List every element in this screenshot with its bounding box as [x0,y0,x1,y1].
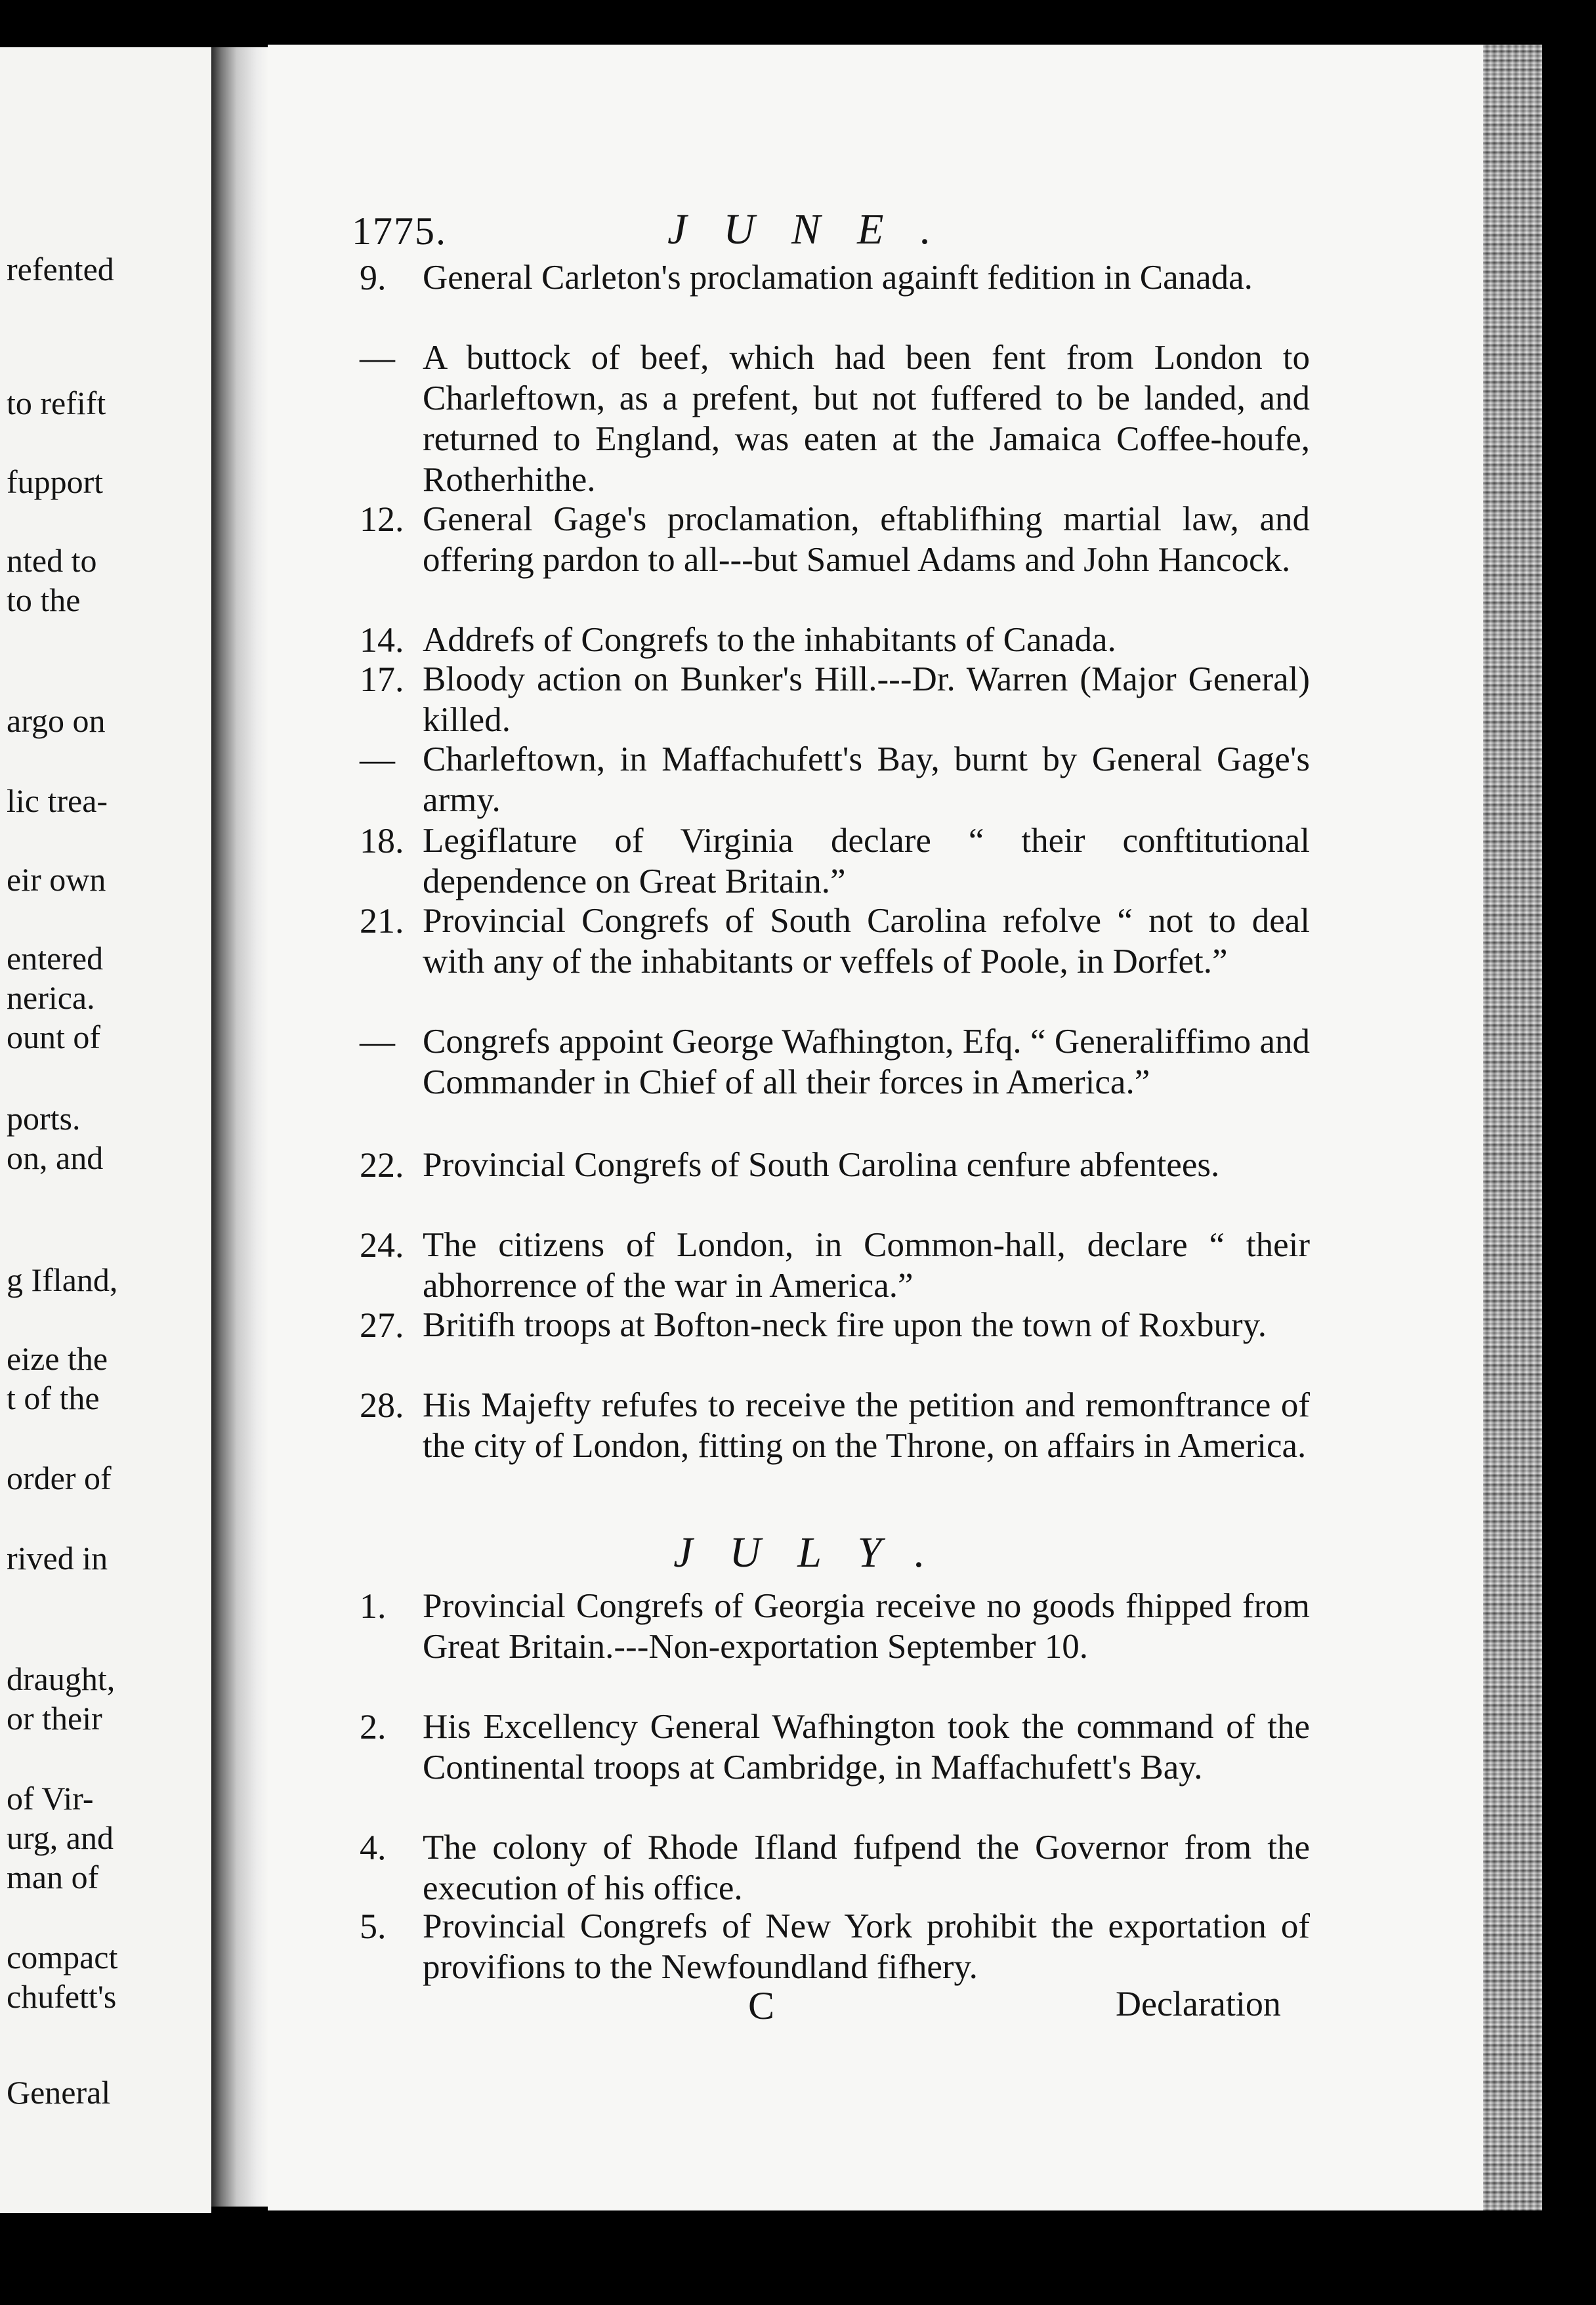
entry-text: General Carleton's proclamation againft fedition in Canada. [423,259,1253,297]
chronology-entry [360,257,1310,298]
left-page-margin [0,47,211,2213]
chronology-entry [360,1145,1310,1185]
entry-date: 12. [360,499,404,539]
left-text-fragment: entered [7,940,104,977]
entry-text: His Excellency General Wafhington took the command of the Continental troops at Cambridge, in Maffachufett's Bay. [423,1708,1310,1787]
left-text-fragment: t of the [7,1380,100,1416]
left-text-fragment: chufett's [7,1978,117,2015]
left-text-fragment: eize the [7,1340,108,1377]
entry-text: Legiflature of Virginia declare “ their conftitutional dependence on Great Britain.” [423,822,1310,900]
chronology-entry [360,499,1310,580]
left-text-fragment: nted to [7,542,97,579]
left-text-fragment: order of [7,1460,112,1496]
entry-text: Provincial Congrefs of South Carolina cenfure abfentees. [423,1146,1220,1184]
signature-mark: C [748,1984,775,2027]
month-heading-july: JULY. [673,1529,962,1576]
left-text-fragment: argo on [7,702,106,739]
entry-text: Provincial Congrefs of South Carolina refolve “ not to deal with any of the inhabitants or veffels of Poole, in Dorfet.” [423,902,1310,981]
book-gutter [211,47,268,2207]
page-edge [1483,45,1542,2210]
chronology-entry [360,820,1310,902]
chronology-entry [360,1586,1310,1667]
chronology-entry [360,739,1310,820]
left-text-fragment: General [7,2074,111,2111]
entry-date: 22. [360,1145,404,1185]
entry-text: Congrefs appoint George Wafhington, Efq. “ Generaliffimo and Commander in Chief of all their forces in America.” [423,1023,1310,1101]
left-text-fragment: lic trea- [7,782,108,819]
entry-date: 14. [360,620,404,660]
entry-text: Charleftown, in Maffachufett's Bay, burnt by General Gage's army. [423,740,1310,819]
entry-text: Provincial Congrefs of New York prohibit the exportation of provifions to the Newfoundland fifhery. [423,1907,1310,1986]
left-text-fragment: eir own [7,861,106,898]
entry-text: Provincial Congrefs of Georgia receive no goods fhipped from Great Britain.---Non-exportation September 10. [423,1587,1310,1666]
chronology-entry [360,1021,1310,1103]
entry-text: The colony of Rhode Ifland fufpend the Governor from the execution of his office. [423,1829,1310,1907]
chronology-entry [360,1827,1310,1909]
month-heading-june: JUNE. [667,205,968,253]
chronology-entry [360,620,1310,660]
left-text-fragment: ports. [7,1100,81,1137]
entry-date: — [360,740,395,779]
chronology-entry [360,337,1310,500]
entry-text: Addrefs of Congrefs to the inhabitants of Canada. [423,621,1116,659]
left-text-fragment: fupport [7,463,104,500]
entry-text: Britifh troops at Bofton-neck fire upon the town of Roxbury. [423,1306,1267,1344]
entry-date: 4. [360,1828,387,1867]
left-text-fragment: to refift [7,385,106,421]
chronology-entry [360,1385,1310,1466]
entry-text: General Gage's proclamation, eftablifhing martial law, and offering pardon to all---but Samuel Adams and John Hancock. [423,500,1310,579]
chronology-entry [360,1305,1310,1345]
left-text-fragment: compact [7,1939,118,1976]
entry-text: The citizens of London, in Common-hall, declare “ their abhorrence of the war in America.” [423,1226,1310,1305]
left-text-fragment: to the [7,582,81,618]
left-text-fragment: of Vir- [7,1780,94,1817]
chronology-entry [360,1706,1310,1788]
entry-text: A buttock of beef, which had been fent from London to Charleftown, as a prefent, but not fuffered to be landed, and returned to England, was eaten at the Jamaica Coffee-houfe, Rotherhithe. [423,339,1310,499]
left-text-fragment: ount of [7,1019,101,1055]
entry-text: Bloody action on Bunker's Hill.---Dr. Warren (Major General) killed. [423,660,1310,739]
entry-date: 27. [360,1305,404,1345]
entry-date: 17. [360,660,404,699]
left-text-fragment: refented [7,251,114,287]
entry-date: 2. [360,1707,387,1746]
entry-date: 18. [360,821,404,860]
left-text-fragment: on, and [7,1139,104,1176]
chronology-entry [360,1906,1310,1987]
left-text-fragment: urg, and [7,1819,114,1856]
chronology-entry [360,900,1310,982]
page-year: 1775. [352,209,447,253]
left-text-fragment: or their [7,1700,102,1737]
left-text-fragment: draught, [7,1660,116,1697]
entry-date: — [360,338,395,377]
entry-date: 9. [360,258,387,297]
chronology-entry [360,1225,1310,1306]
entry-date: 21. [360,901,404,941]
chronology-entry [360,659,1310,740]
entry-date: — [360,1022,395,1061]
entry-date: 24. [360,1225,404,1265]
left-text-fragment: man of [7,1859,99,1895]
entry-date: 1. [360,1586,387,1626]
left-text-fragment: rived in [7,1540,108,1576]
left-text-fragment: nerica. [7,979,95,1016]
catchword: Declaration [1116,1984,1281,2023]
left-text-fragment: g Ifland, [7,1261,118,1298]
entry-date: 28. [360,1385,404,1425]
entry-date: 5. [360,1907,387,1946]
entry-text: His Majefty refufes to receive the petition and remonftrance of the city of London, fitting on the Throne, on affairs in America. [423,1386,1310,1465]
